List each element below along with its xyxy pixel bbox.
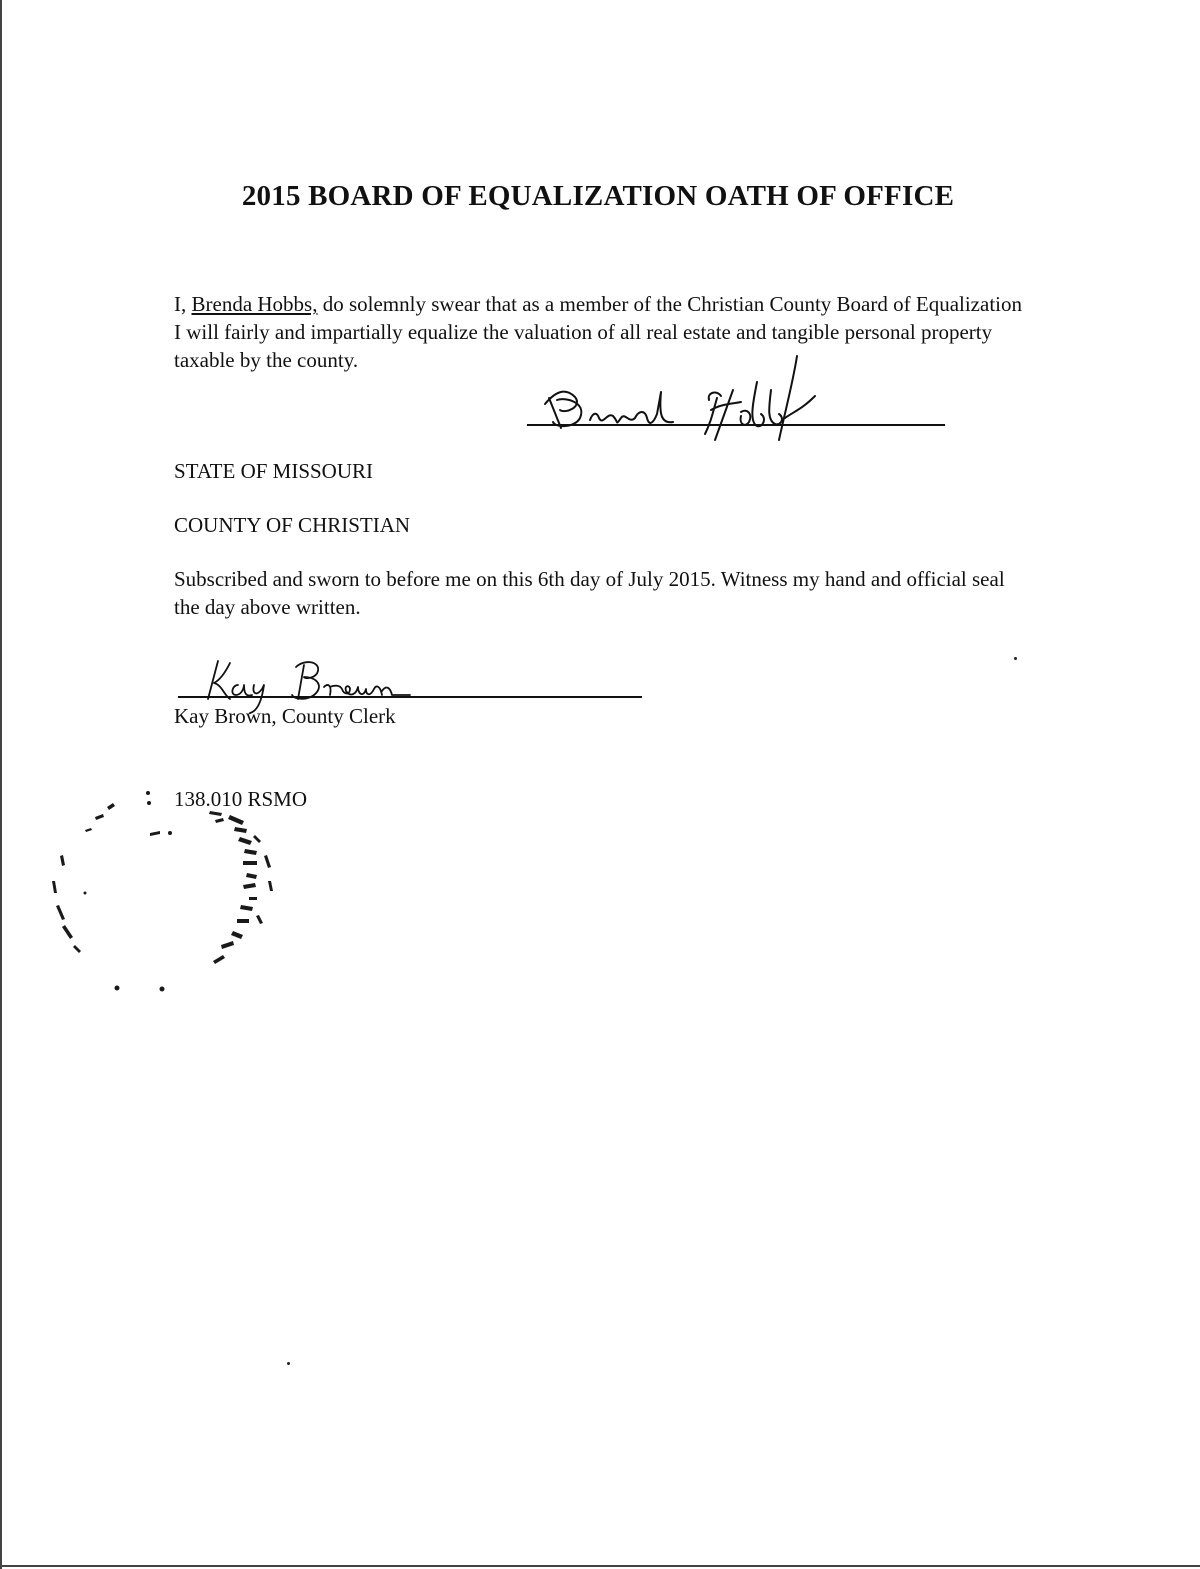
official-seal	[45, 785, 295, 995]
page-edge-bottom	[0, 1565, 1200, 1567]
state-line: STATE OF MISSOURI	[174, 459, 374, 483]
county-line: COUNTY OF CHRISTIAN	[174, 513, 411, 537]
member-name: Brenda Hobbs,	[191, 292, 318, 316]
oath-text: do solemnly swear that as a member of the Christian County Board of Equalization I will fairly and impartially equalize the valuation of all real estate and tangible personal property taxable by the county.	[174, 292, 1022, 372]
scan-speck	[1014, 657, 1017, 660]
page-edge-left	[0, 0, 2, 1569]
statute-reference: 138.010 RSMO	[174, 787, 308, 811]
oath-prefix: I,	[174, 292, 192, 316]
member-signature-line	[527, 424, 945, 426]
clerk-caption: Kay Brown, County Clerk	[174, 704, 396, 728]
scan-speck	[287, 1362, 290, 1365]
clerk-signature-line	[178, 696, 642, 698]
subscribed-paragraph: Subscribed and sworn to before me on this 6th day of July 2015. Witness my hand and official seal the day above written.	[174, 567, 1005, 619]
document-title: 2015 BOARD OF EQUALIZATION OATH OF OFFICE	[241, 180, 955, 212]
member-signature	[535, 352, 835, 442]
